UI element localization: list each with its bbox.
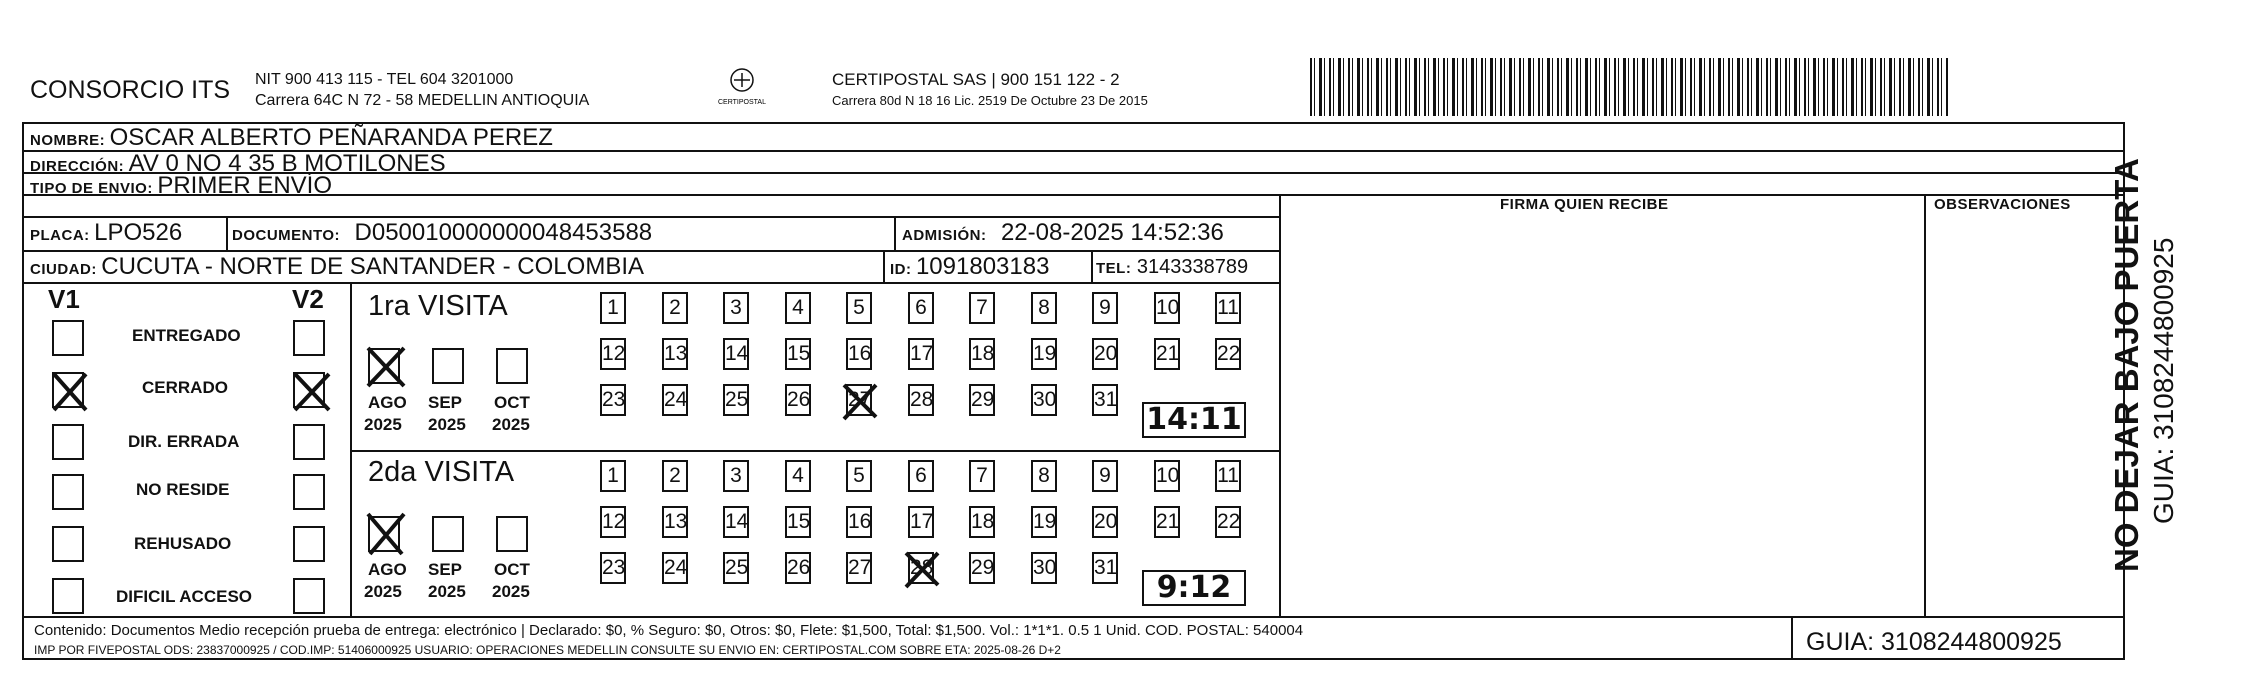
second-visit-time-value: 9:12	[1156, 570, 1232, 605]
v2-rehusado-checkbox[interactable]	[293, 526, 325, 562]
second-visit-label: 2da VISITA	[368, 456, 515, 488]
nombre-label: NOMBRE:	[30, 132, 106, 149]
second-visit-day-12-box[interactable]: 12	[600, 506, 626, 538]
first-month-ago-label: AGO	[368, 393, 407, 412]
first-visit-day-22-box[interactable]: 22	[1215, 338, 1241, 370]
first-visit-day-28-box[interactable]: 28	[908, 384, 934, 416]
first-visit-day-16-box[interactable]: 16	[846, 338, 872, 370]
certipostal-line: CERTIPOSTAL SAS | 900 151 122 - 2	[832, 70, 1120, 89]
second-visit-day-27-box[interactable]: 27	[846, 552, 872, 584]
first-month-oct-label: OCT	[494, 393, 530, 412]
first-month-sep-label: SEP	[428, 393, 463, 412]
second-visit-day-1-box[interactable]: 1	[600, 460, 626, 492]
direccion-label: DIRECCIÓN:	[30, 158, 125, 175]
second-month-oct-label: OCT	[494, 560, 530, 579]
first-visit-day-26-box[interactable]: 26	[785, 384, 811, 416]
tipo-label: TIPO DE ENVIO:	[30, 180, 153, 197]
second-visit-day-31-box[interactable]: 31	[1092, 552, 1118, 584]
first-visit-day-29-box[interactable]: 29	[969, 384, 995, 416]
second-month-ago-label: AGO	[368, 560, 407, 579]
first-month-oct-checkbox[interactable]	[496, 348, 528, 384]
second-visit-time	[1142, 570, 1246, 606]
x-mark-icon	[840, 381, 880, 421]
second-visit-day-20-box[interactable]: 20	[1092, 506, 1118, 538]
second-visit-day-18-box[interactable]: 18	[969, 506, 995, 538]
tipo-value: PRIMER ENVÍO	[157, 172, 333, 199]
side-warning-text: NO DEJAR BAJO PUERTA	[2108, 158, 2145, 572]
logo-icon	[712, 66, 772, 114]
address-line: Carrera 64C N 72 - 58 MEDELLIN ANTIOQUIA	[255, 92, 590, 109]
admision-label: ADMISIÓN:	[902, 227, 987, 244]
v1-no-reside-checkbox[interactable]	[52, 474, 84, 510]
v1-dir-errada-checkbox[interactable]	[52, 424, 84, 460]
first-visit-day-13-box[interactable]: 13	[662, 338, 688, 370]
second-visit-day-4-box[interactable]: 4	[785, 460, 811, 492]
x-mark-icon	[366, 512, 408, 558]
second-visit-day-25-box[interactable]: 25	[723, 552, 749, 584]
id-label: ID:	[890, 261, 912, 278]
direccion-value: AV 0 NO 4 35 B MOTILONES	[128, 150, 446, 177]
footer-guia: GUIA: 3108244800925	[1806, 628, 2062, 656]
second-visit-day-6-box[interactable]: 6	[908, 460, 934, 492]
second-visit-day-23-box[interactable]: 23	[600, 552, 626, 584]
v2-entregado-checkbox[interactable]	[293, 320, 325, 356]
v2-dir-errada-checkbox[interactable]	[293, 424, 325, 460]
first-visit-day-24-box[interactable]: 24	[662, 384, 688, 416]
tipo-row	[30, 172, 332, 200]
placa-label: PLACA:	[30, 227, 90, 244]
observaciones-label: OBSERVACIONES	[1934, 196, 2071, 213]
first-visit-day-31-box[interactable]: 31	[1092, 384, 1118, 416]
x-mark-icon	[366, 344, 408, 390]
second-visit-day-21-box[interactable]: 21	[1154, 506, 1180, 538]
ciudad-value: CUCUTA - NORTE DE SANTANDER - COLOMBIA	[101, 253, 644, 280]
id-row	[890, 253, 1049, 281]
barcode	[1310, 58, 1948, 116]
second-visit-day-30-box[interactable]: 30	[1031, 552, 1057, 584]
second-month-oct-checkbox[interactable]	[496, 516, 528, 552]
v1-entregado-checkbox[interactable]	[52, 320, 84, 356]
second-year-sep: 2025	[428, 582, 466, 601]
first-visit-day-2-box[interactable]: 2	[662, 292, 688, 324]
documento-label: DOCUMENTO:	[232, 227, 341, 244]
second-visit-day-22-box[interactable]: 22	[1215, 506, 1241, 538]
second-year-ago: 2025	[364, 582, 402, 601]
second-visit-day-28-box[interactable]: 28	[908, 552, 934, 584]
v1-label: V1	[48, 284, 80, 314]
second-visit-day-10-box[interactable]: 10	[1154, 460, 1180, 492]
v1-dificil-acceso-checkbox[interactable]	[52, 578, 84, 614]
footer-contenido: Contenido: Documentos Medio recepción prueba de entrega: electrónico | Declarado: $0, % Seguro: $0, Otros: $0, Flete: $1,500, Total: $1,500. Vol.: 1*1*1. 0.5 1 Unid. COD. POSTAL: 540004	[34, 622, 1304, 639]
second-visit-day-2-box[interactable]: 2	[662, 460, 688, 492]
first-visit-day-1-box[interactable]: 1	[600, 292, 626, 324]
v2-no-reside-checkbox[interactable]	[293, 474, 325, 510]
nombre-value: OSCAR ALBERTO PEÑARANDA PEREZ	[109, 124, 553, 151]
admision-row	[902, 219, 1224, 247]
first-year-oct: 2025	[492, 415, 530, 434]
logo-text: CERTIPOSTAL	[718, 99, 766, 106]
first-visit-day-10-box[interactable]: 10	[1154, 292, 1180, 324]
first-year-sep: 2025	[428, 415, 466, 434]
documento-row	[232, 219, 652, 247]
firma-label: FIRMA QUIEN RECIBE	[1500, 196, 1669, 213]
status-rehusado: REHUSADO	[134, 534, 232, 553]
first-month-ago-checkbox[interactable]	[368, 348, 400, 384]
v2-dificil-acceso-checkbox[interactable]	[293, 578, 325, 614]
first-month-sep-checkbox[interactable]	[432, 348, 464, 384]
id-value: 1091803183	[915, 253, 1050, 280]
tel-label: TEL:	[1096, 260, 1132, 277]
v1-cerrado-checkbox[interactable]	[52, 372, 84, 408]
first-visit-day-7-box[interactable]: 7	[969, 292, 995, 324]
tel-row	[1096, 256, 1248, 279]
status-dir-errada: DIR. ERRADA	[128, 432, 240, 451]
second-month-sep-label: SEP	[428, 560, 463, 579]
first-visit-day-19-box[interactable]: 19	[1031, 338, 1057, 370]
first-visit-time-value: 14:11	[1146, 402, 1242, 437]
first-visit-day-23-box[interactable]: 23	[600, 384, 626, 416]
footer-imp: IMP POR FIVEPOSTAL ODS: 23837000925 / COD.IMP: 51406000925 USUARIO: OPERACIONES MEDELLIN CONSULTE SU ENVIO EN: CERTIPOSTAL.COM SOBRE ETA: 2025-08-26 D+2	[34, 643, 1061, 657]
second-visit-day-13-box[interactable]: 13	[662, 506, 688, 538]
tel-value: 3143338789	[1136, 256, 1249, 278]
company-name: CONSORCIO ITS	[30, 76, 231, 104]
ciudad-row	[30, 253, 644, 281]
second-year-oct: 2025	[492, 582, 530, 601]
first-visit-day-30-box[interactable]: 30	[1031, 384, 1057, 416]
second-visit-day-11-box[interactable]: 11	[1215, 460, 1241, 492]
second-visit-day-15-box[interactable]: 15	[785, 506, 811, 538]
first-visit-day-9-box[interactable]: 9	[1092, 292, 1118, 324]
nombre-row	[30, 124, 553, 152]
admision-value: 22-08-2025 14:52:36	[1000, 219, 1224, 246]
first-visit-day-5-box[interactable]: 5	[846, 292, 872, 324]
second-visit-day-8-box[interactable]: 8	[1031, 460, 1057, 492]
second-visit-day-29-box[interactable]: 29	[969, 552, 995, 584]
first-visit-time	[1142, 402, 1246, 438]
first-visit-day-25-box[interactable]: 25	[723, 384, 749, 416]
first-visit-day-6-box[interactable]: 6	[908, 292, 934, 324]
first-visit-day-15-box[interactable]: 15	[785, 338, 811, 370]
v2-cerrado-checkbox[interactable]	[293, 372, 325, 408]
first-visit-day-4-box[interactable]: 4	[785, 292, 811, 324]
v1-rehusado-checkbox[interactable]	[52, 526, 84, 562]
first-visit-day-18-box[interactable]: 18	[969, 338, 995, 370]
first-visit-day-21-box[interactable]: 21	[1154, 338, 1180, 370]
first-visit-day-14-box[interactable]: 14	[723, 338, 749, 370]
x-mark-icon	[902, 549, 942, 589]
v2-label: V2	[292, 284, 324, 314]
second-month-sep-checkbox[interactable]	[432, 516, 464, 552]
first-year-ago: 2025	[364, 415, 402, 434]
second-visit-day-9-box[interactable]: 9	[1092, 460, 1118, 492]
second-month-ago-checkbox[interactable]	[368, 516, 400, 552]
first-visit-day-20-box[interactable]: 20	[1092, 338, 1118, 370]
certipostal-logo	[712, 66, 772, 114]
status-entregado: ENTREGADO	[132, 326, 241, 345]
second-visit-day-14-box[interactable]: 14	[723, 506, 749, 538]
second-visit-day-24-box[interactable]: 24	[662, 552, 688, 584]
nit-line: NIT 900 413 115 - TEL 604 3201000	[255, 71, 514, 88]
status-cerrado: CERRADO	[142, 378, 228, 397]
side-guia-text: GUIA: 3108244800925	[2148, 237, 2179, 524]
side-warning	[2108, 112, 2146, 572]
form-frame	[22, 122, 2125, 660]
second-visit-day-19-box[interactable]: 19	[1031, 506, 1057, 538]
second-visit-day-17-box[interactable]: 17	[908, 506, 934, 538]
status-no-reside: NO RESIDE	[136, 480, 230, 499]
second-visit-day-3-box[interactable]: 3	[723, 460, 749, 492]
first-visit-day-17-box[interactable]: 17	[908, 338, 934, 370]
x-mark-icon	[50, 368, 92, 414]
status-dificil-acceso: DIFICIL ACCESO	[116, 587, 253, 606]
certipostal-address: Carrera 80d N 18 16 Lic. 2519 De Octubre 23 De 2015	[832, 93, 1148, 108]
second-visit-day-5-box[interactable]: 5	[846, 460, 872, 492]
second-visit-day-7-box[interactable]: 7	[969, 460, 995, 492]
documento-value: D050010000000048453588	[354, 219, 653, 246]
placa-row	[30, 219, 182, 247]
side-guia	[2148, 104, 2180, 524]
first-visit-day-3-box[interactable]: 3	[723, 292, 749, 324]
first-visit-day-11-box[interactable]: 11	[1215, 292, 1241, 324]
placa-value: LPO526	[94, 219, 183, 246]
first-visit-day-8-box[interactable]: 8	[1031, 292, 1057, 324]
first-visit-day-27-box[interactable]: 27	[846, 384, 872, 416]
x-mark-icon	[291, 368, 333, 414]
second-visit-day-26-box[interactable]: 26	[785, 552, 811, 584]
first-visit-day-12-box[interactable]: 12	[600, 338, 626, 370]
first-visit-label: 1ra VISITA	[368, 290, 508, 322]
second-visit-day-16-box[interactable]: 16	[846, 506, 872, 538]
ciudad-label: CIUDAD:	[30, 261, 97, 278]
